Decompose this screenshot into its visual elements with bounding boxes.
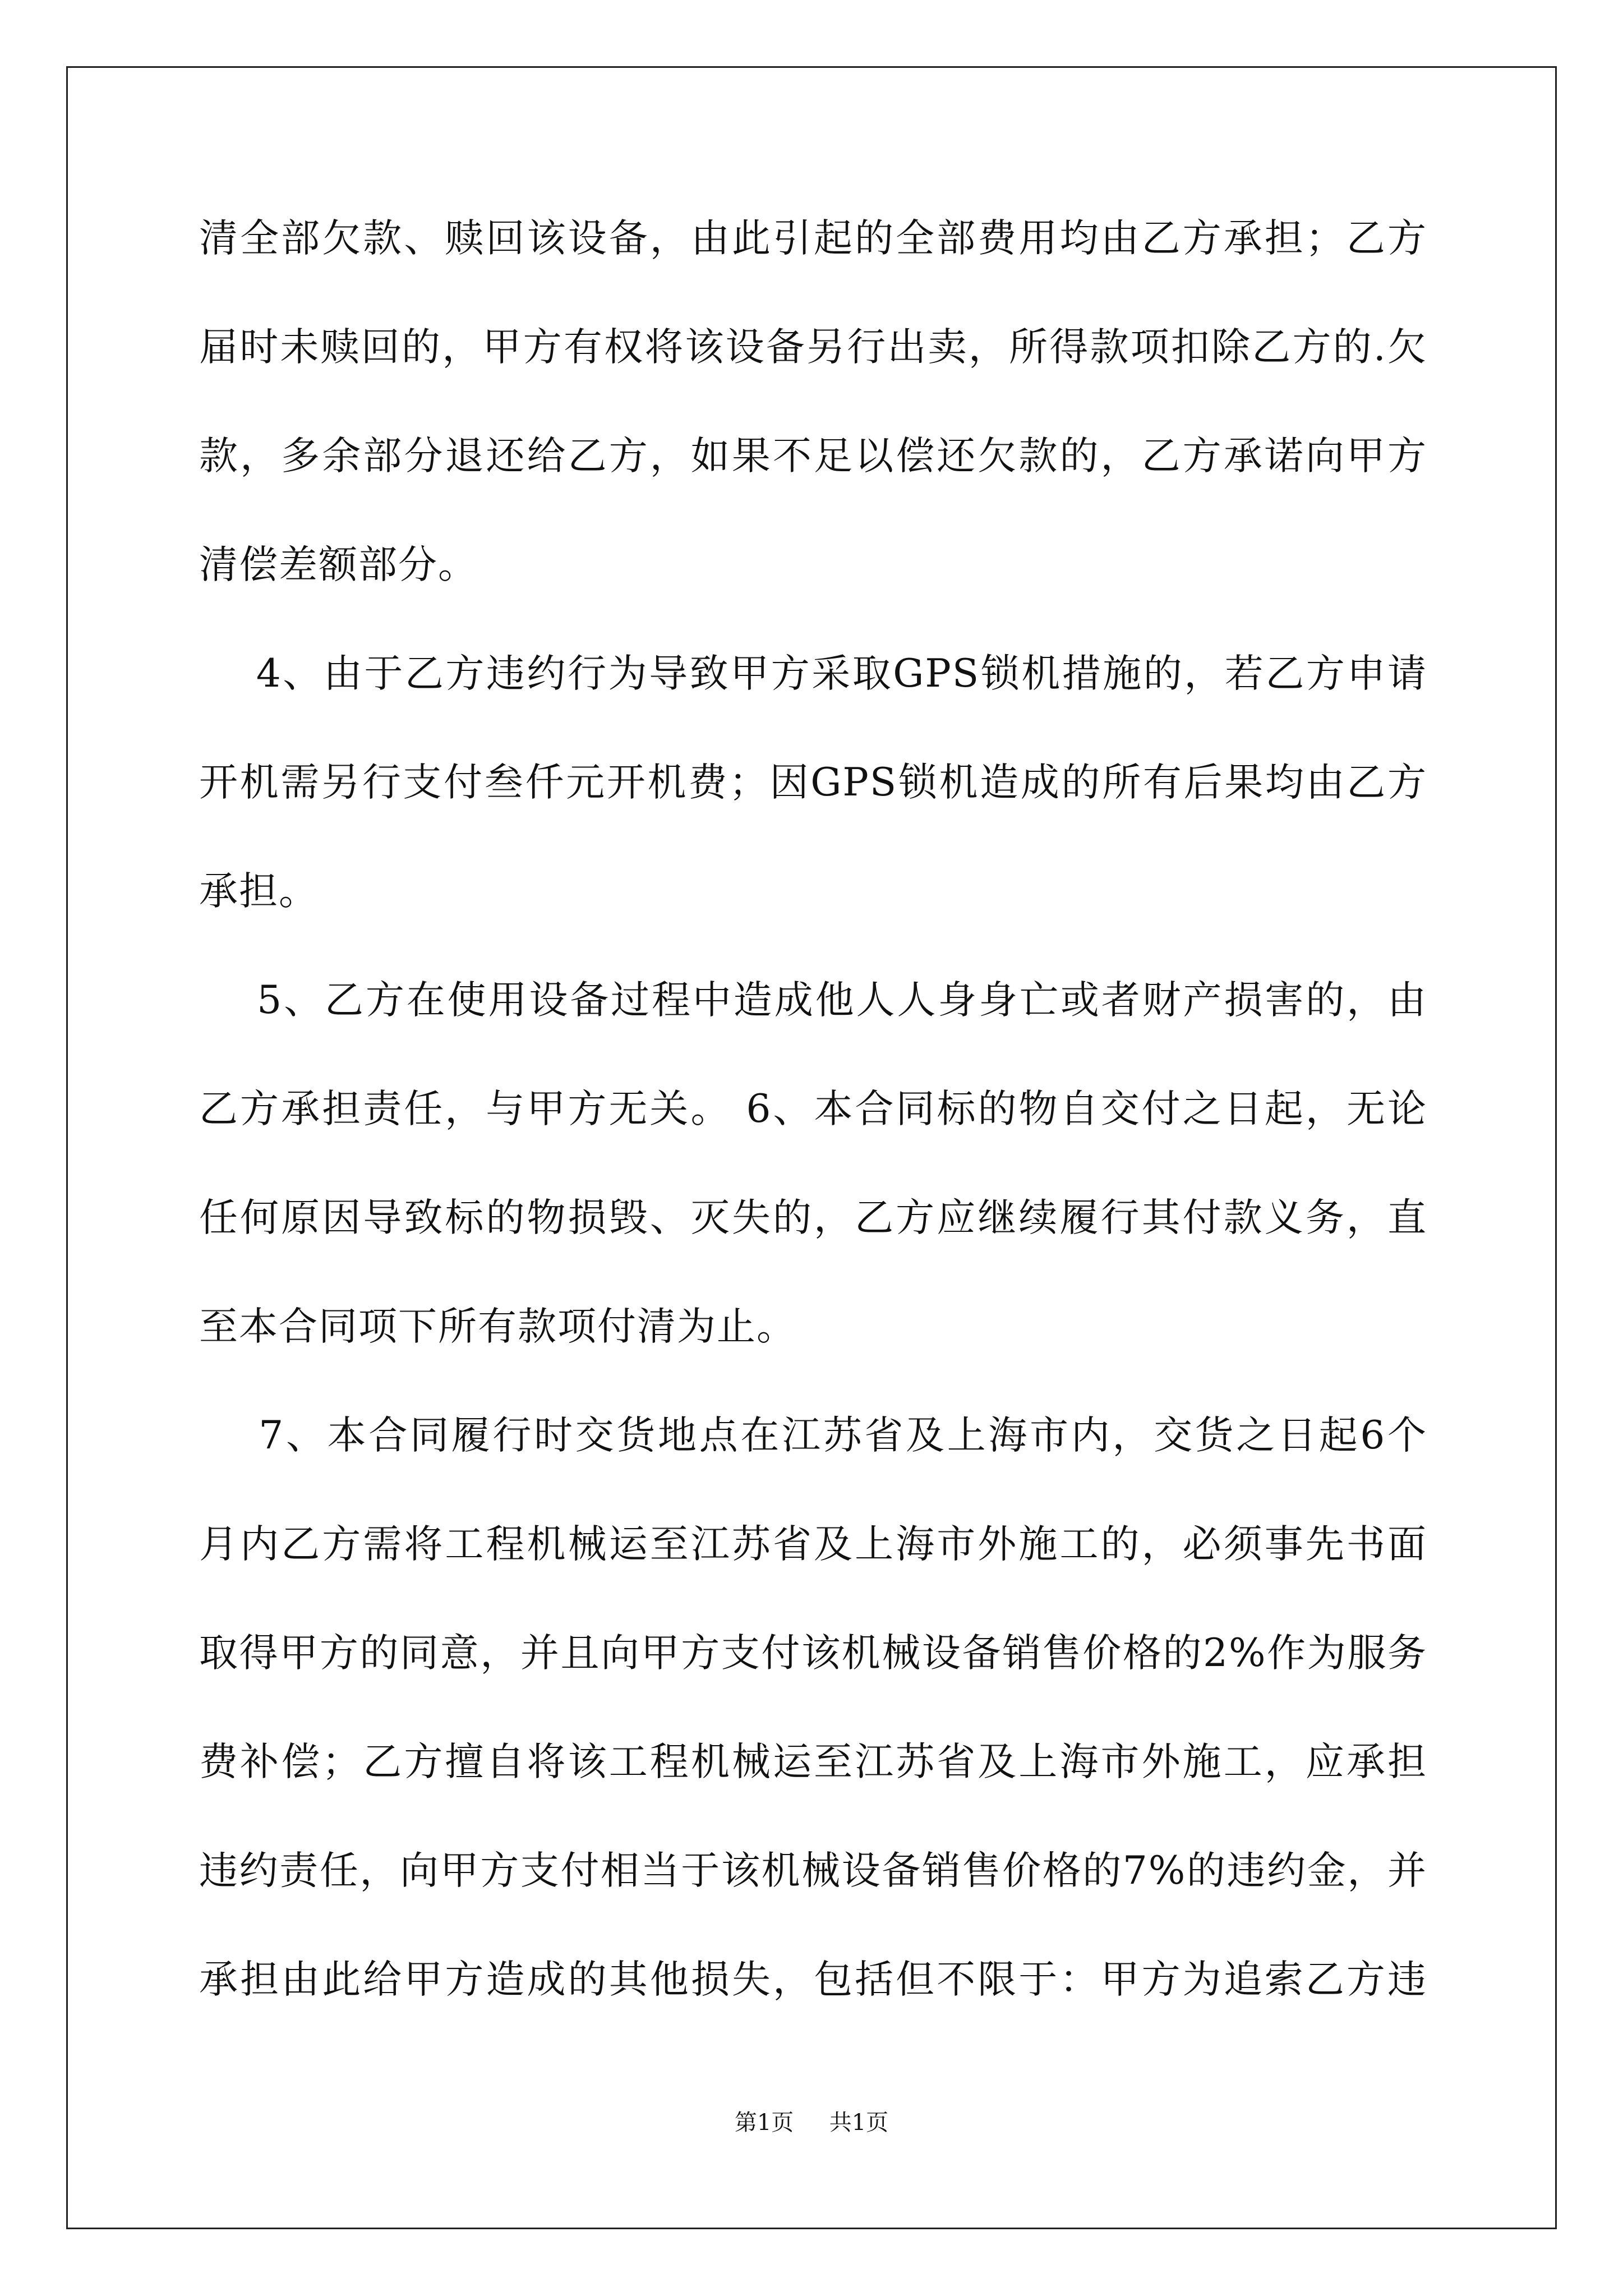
paragraph-clause-4: [199, 651, 1427, 914]
text-line: 承担。: [199, 869, 319, 914]
text-line: 取得甲方的同意，并且向甲方支付该机械设备销售价格的2%作为服务: [199, 1631, 1427, 1676]
text-line: 7、本合同履行时交货地点在江苏省及上海市内，交货之日起6个: [199, 1413, 1427, 1458]
page-number-total: 共1页: [829, 2110, 889, 2136]
page-footer: [0, 2110, 1623, 2135]
text-line: 至本合同项下所有款项付清为止。: [199, 1304, 796, 1349]
text-line: 任何原因导致标的物损毁、灭失的，乙方应继续履行其付款义务，直: [199, 1195, 1427, 1240]
page-number-current: 第1页: [734, 2110, 794, 2136]
text-line: 月内乙方需将工程机械运至江苏省及上海市外施工的，必须事先书面: [199, 1522, 1427, 1567]
paragraph-clause-7: [199, 1413, 1427, 2002]
text-line: 开机需另行支付叁仟元开机费；因GPS锁机造成的所有后果均由乙方: [199, 760, 1427, 805]
text-line: 4、由于乙方违约行为导致甲方采取GPS锁机措施的，若乙方申请: [199, 651, 1427, 696]
text-line: 清全部欠款、赎回该设备，由此引起的全部费用均由乙方承担；乙方: [199, 216, 1427, 261]
paragraph-continuation: [199, 216, 1427, 587]
document-body: [199, 216, 1427, 2002]
text-line: 5、乙方在使用设备过程中造成他人人身身亡或者财产损害的，由: [199, 978, 1427, 1023]
text-line: 款，多余部分退还给乙方，如果不足以偿还欠款的，乙方承诺向甲方: [199, 434, 1427, 478]
text-line: 费补偿；乙方擅自将该工程机械运至江苏省及上海市外施工，应承担: [199, 1740, 1427, 1784]
paragraph-clause-5-6: [199, 978, 1427, 1349]
text-line: 违约责任，向甲方支付相当于该机械设备销售价格的7%的违约金，并: [199, 1848, 1427, 1893]
text-line: 届时未赎回的，甲方有权将该设备另行出卖，所得款项扣除乙方的.欠: [199, 325, 1427, 370]
text-line: 承担由此给甲方造成的其他损失，包括但不限于：甲方为追索乙方违: [199, 1957, 1427, 2002]
text-line: 乙方承担责任，与甲方无关。 6、本合同标的物自交付之日起，无论: [199, 1087, 1427, 1131]
text-line: 清偿差额部分。: [199, 542, 478, 587]
